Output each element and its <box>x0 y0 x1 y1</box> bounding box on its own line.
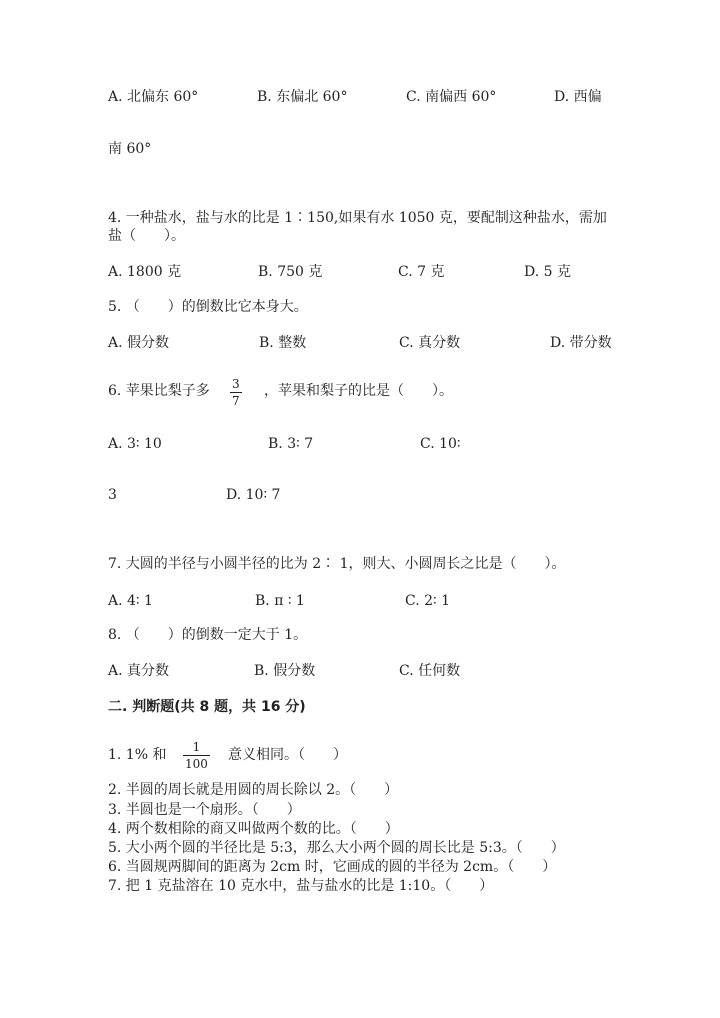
q6-option-b: B. 3∶ 7 <box>268 436 314 452</box>
q7-option-b: B. π ∶ 1 <box>255 593 305 609</box>
q3-option-d-wrap: 南 60° <box>108 141 152 157</box>
q8-stem: 8. （ ）的倒数一定大于 1。 <box>108 627 308 643</box>
judge-3: 3. 半圆也是一个扇形。（ ） <box>108 802 301 818</box>
q4-option-b: B. 750 克 <box>258 264 323 280</box>
q6-option-a: A. 3∶ 10 <box>108 436 162 452</box>
q6-fraction-bar <box>230 392 242 393</box>
q3-option-d: D. 西偏 <box>554 89 602 105</box>
q4-option-d: D. 5 克 <box>524 264 571 280</box>
judge-1-fraction-denominator: 100 <box>185 757 208 771</box>
judge-1-end: 意义相同。（ ） <box>228 747 347 763</box>
q8-option-a: A. 真分数 <box>108 663 170 679</box>
q6-stem-start: 6. 苹果比梨子多 <box>108 383 210 399</box>
q6-stem-end: ，苹果和梨子的比是（ ）。 <box>264 383 453 399</box>
q3-option-b: B. 东偏北 60° <box>257 89 348 105</box>
q6-option-d: D. 10∶ 7 <box>226 487 281 503</box>
judge-2: 2. 半圆的周长就是用圆的周长除以 2。（ ） <box>108 782 399 798</box>
q7-option-a: A. 4∶ 1 <box>108 593 153 609</box>
q8-option-c: C. 任何数 <box>399 663 461 679</box>
judge-1-fraction <box>183 741 210 770</box>
judge-1-start: 1. 1% 和 <box>108 747 167 763</box>
q5-option-b: B. 整数 <box>259 335 307 351</box>
judge-1-fraction-bar <box>183 755 210 756</box>
judge-5: 5. 大小两个圆的半径比是 5:3，那么大小两个圆的周长比是 5:3。（ ） <box>108 840 565 856</box>
judge-1-fraction-numerator: 1 <box>192 740 201 754</box>
q3-option-a: A. 北偏东 60° <box>108 89 199 105</box>
q6-fraction-denominator: 7 <box>232 394 240 408</box>
q8-option-b: B. 假分数 <box>254 663 316 679</box>
q4-option-a: A. 1800 克 <box>108 264 182 280</box>
q6-fraction-numerator: 3 <box>232 377 240 391</box>
q4-stem-wrap: 盐（ ）。 <box>108 228 185 244</box>
q6-option-c-wrap: 3 <box>108 487 117 503</box>
judge-6: 6. 当圆规两脚间的距离为 2cm 时，它画成的圆的半径为 2cm。（ ） <box>108 859 557 875</box>
judge-4: 4. 两个数相除的商又叫做两个数的比。（ ） <box>108 821 399 837</box>
q5-stem: 5. （ ）的倒数比它本身大。 <box>108 299 308 315</box>
q4-stem: 4. 一种盐水，盐与水的比是 1∶150,如果有水 1050 克，要配制这种盐水，需加 <box>108 210 607 226</box>
q6-fraction <box>230 378 242 407</box>
q6-option-c: C. 10∶ <box>420 436 461 452</box>
q7-option-c: C. 2∶ 1 <box>405 593 451 609</box>
q7-stem: 7. 大圆的半径与小圆半径的比为 2∶ 1，则大、小圆周长之比是（ ）。 <box>108 556 566 572</box>
q3-option-c: C. 南偏西 60° <box>406 89 497 105</box>
q5-option-a: A. 假分数 <box>108 335 170 351</box>
q4-option-c: C. 7 克 <box>398 264 445 280</box>
section2-title: 二. 判断题(共 8 题，共 16 分) <box>108 699 306 715</box>
q5-option-c: C. 真分数 <box>399 335 461 351</box>
q5-option-d: D. 带分数 <box>550 335 612 351</box>
judge-7: 7. 把 1 克盐溶在 10 克水中，盐与盐水的比是 1:10。（ ） <box>108 878 494 894</box>
